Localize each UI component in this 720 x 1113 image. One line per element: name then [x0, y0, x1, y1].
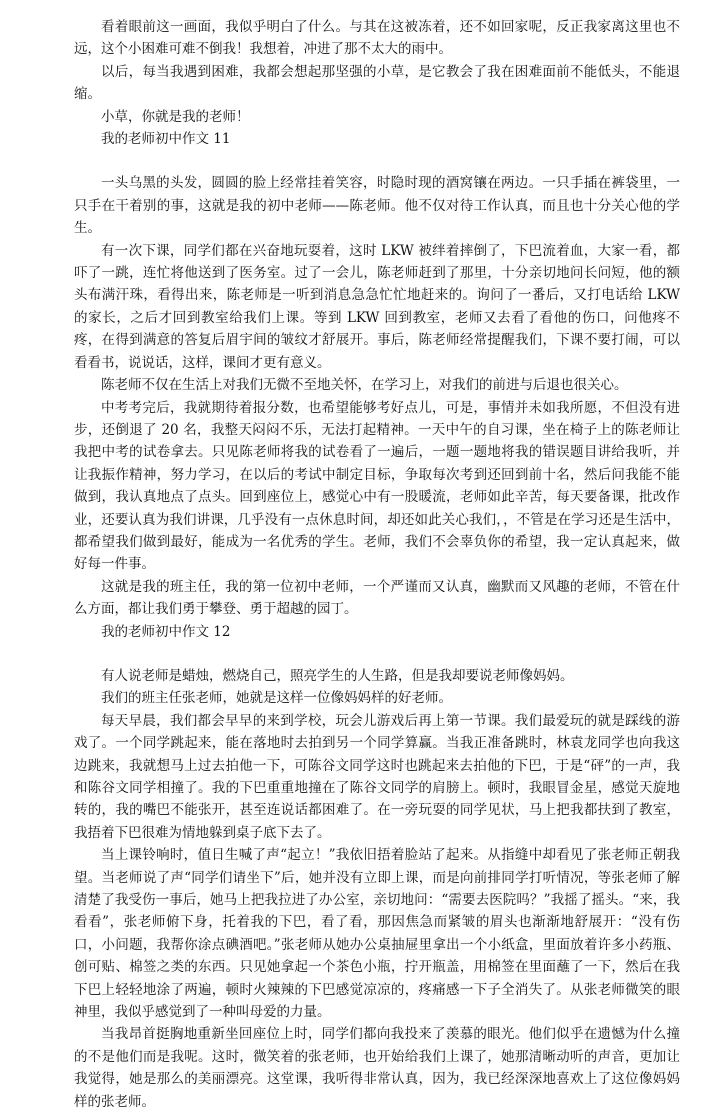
- paragraph: 当我昂首挺胸地重新坐回座位上时，同学们都向我投来了羡慕的眼光。他们似乎在遗憾为什么撞的不是他们而是我呢。这时，微笑着的张老师，也开始给我们上课了，她那清晰动听的声音，更加让我觉得，她是那么的美丽漂亮。这堂课，我听得非常认真，因为，我已经深深地喜欢上了这位像妈妈样的张老师。: [74, 1026, 680, 1110]
- paragraph: 有一次下课，同学们都在兴奋地玩耍着，这时 LKW 被绊着摔倒了，下巴流着血，大家一看，都吓了一跳，连忙将他送到了医务室。过了一会儿，陈老师赶到了那里，十分亲切地问长问短，他的额头布满汗珠，看得出来，陈老师是一听到消息急急忙忙地赶来的。询问了一番后，又打电话给 LKW 的家长，之后才回到教室给我们上课。等到 LKW 回到教室，老师又去看了看他的伤口，问他疼不疼，在得到满意的答复后眉宇间的皱纹才舒展开。事后，陈老师经常提醒我们，下课不要打闹，可以看看书，说说话，这样，课间才更有意义。: [74, 242, 680, 371]
- paragraph: 我们的班主任张老师，她就是这样一位像妈妈样的好老师。: [101, 690, 452, 707]
- blank-line: [74, 643, 680, 665]
- paragraph: 这就是我的班主任，我的第一位初中老师，一个严谨而又认真，幽默而又风趣的老师，不管在什么方面，都让我们勇于攀登、勇于超越的园丁。: [74, 578, 680, 618]
- paragraph: 陈老师不仅在生活上对我们无微不至地关怀，在学习上，对我们的前进与后退也很关心。: [101, 377, 628, 394]
- blank-line: [74, 150, 680, 172]
- essay-title: 我的老师初中作文 11: [101, 131, 231, 148]
- document-page: [74, 16, 680, 1113]
- paragraph: 有人说老师是蜡烛，燃烧自己，照亮学生的人生路，但是我却要说老师像妈妈。: [101, 667, 574, 684]
- paragraph: 中考考完后，我就期待着报分数，也希望能够考好点儿，可是，事情并未如我所愿，不但没有进步，还倒退了 20 名，我整天闷闷不乐，无法打起精神。一天中午的自习课，坐在椅子上的陈老师让我把中考的试卷拿去。只见陈老师将我的试卷看了一遍后，一题一题地将我的错误题目讲给我听，并让我振作精神，努力学习，在以后的考试中制定目标，争取每次考到还回到前十名，然后问我能不能做到，我认真地点了点头。回到座位上，感觉心中有一股暖流，老师如此辛苦，每天要备课，批改作业，还要认真为我们讲课，几乎没有一点休息时间，却还如此关心我们，，不管是在学习还是生活中，都希望我们做到最好，能成为一名优秀的学生。老师，我们不会辜负你的希望，我一定认真起来，做好每一件事。: [74, 399, 680, 573]
- paragraph: 每天早晨，我们都会早早的来到学校，玩会儿游戏后再上第一节课。我们最爱玩的就是踩线的游戏了。一个同学跳起来，能在落地时去拍到另一个同学算赢。当我正准备跳时，林袁龙同学也向我这边跳来，我就想马上过去拍他一下，可陈谷文同学这时也跳起来去拍他的下巴，于是“砰”的一声，我和陈谷文同学相撞了。我的下巴重重地撞在了陈谷文同学的肩膀上。顿时，我眼冒金星，感觉天旋地转的，我的嘴巴不能张开，甚至连说话都困难了。在一旁玩耍的同学见状，马上把我都扶到了教室，我捂着下巴很难为情地躲到桌子底下去了。: [74, 712, 680, 841]
- paragraph: 看着眼前这一画面，我似乎明白了什么。与其在这被冻着，还不如回家呢，反正我家离这里也不远，这个小困难可难不倒我！我想着，冲进了那不太大的雨中。: [74, 19, 680, 58]
- paragraph: 以后，每当我遇到困难，我都会想起那坚强的小草，是它教会了我在困难面前不能低头，不能退缩。: [74, 63, 680, 103]
- paragraph: 当上课铃响时，值日生喊了声“起立！”我依旧捂着脸站了起来。从指缝中却看见了张老师正朝我望。当老师说了声“同学们请坐下”后，她并没有立即上课，而是向前排同学打听情况，等张老师了解清楚了我受伤一事后，她马上把我拉进了办公室，亲切地问：“需要去医院吗？”我摇了摇头。“来，我看看”，张老师俯下身，托着我的下巴，看了看，那因焦急而紧皱的眉头也渐渐地舒展开：“没有伤口，小问题，我帮你涂点碘酒吧。”张老师从她办公桌抽屉里拿出一个小纸盒，里面放着许多小药瓶、创可贴、棉签之类的东西。只见她拿起一个茶色小瓶，拧开瓶盖，用棉签在里面蘸了一下，然后在我下巴上轻轻地涂了两遍，顿时火辣辣的下巴感觉凉凉的，疼痛感一下子全消失了。从张老师微笑的眼神里，我似乎感觉到了一种叫母爱的力量。: [74, 847, 680, 1021]
- paragraph: 一头乌黑的头发，圆圆的脸上经常挂着笑容，时隐时现的酒窝镶在两边。一只手插在裤袋里，一只手在干着别的事，这就是我的初中老师——陈老师。他不仅对待工作认真，而且也十分关心他的学生。: [74, 175, 680, 237]
- essay-title: 我的老师初中作文 12: [101, 623, 231, 640]
- paragraph: 小草，你就是我的老师！: [101, 108, 250, 125]
